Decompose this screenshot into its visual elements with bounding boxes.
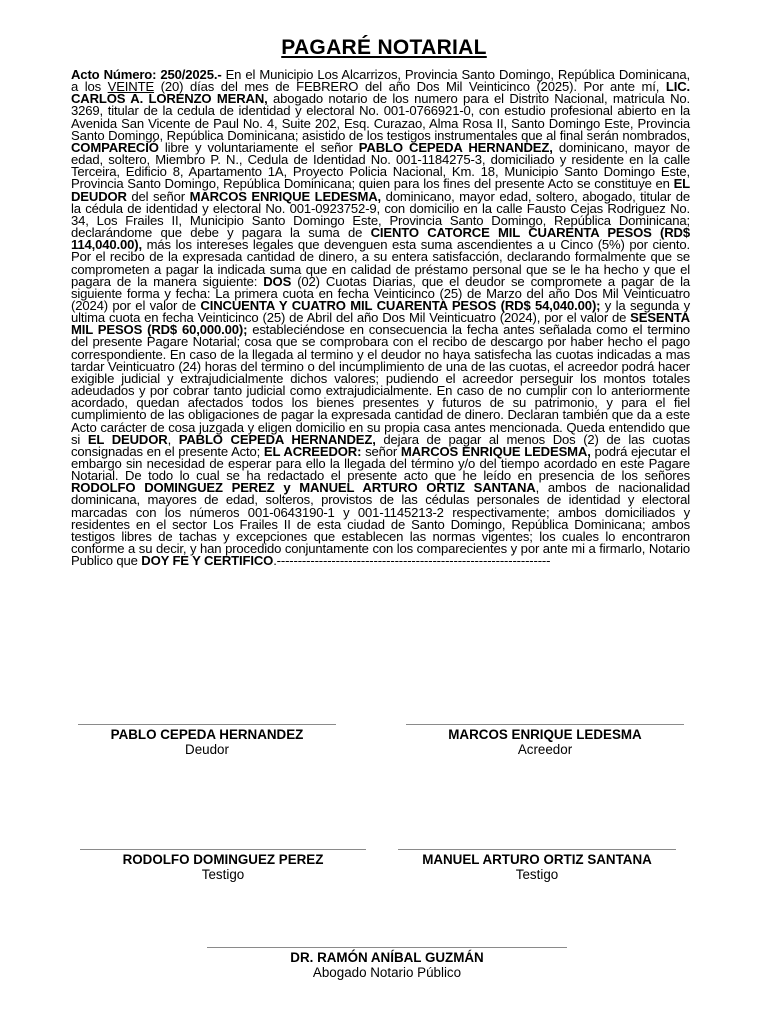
body-text: estableciéndose en consecuencia la fecha antes señalada como el termino del presente Pagare Notarial; cosa que se comprobara con el recibo de descargo por haber hecho el pago correspondiente. En caso de la llegada al termino y el deudor no haya satisfecha las cuotas indicadas a mas tardar Veinticuatro (24) horas del termino o del incumplimiento de una de las cuotas, el acreedor podrá hacer exigible judicial y extrajudicialmente dichos valores; pudiendo el acreedor perseguir los montos totales adeudados y por cobrar tanto judicial como extrajudicialmente. En caso de no cumplir con lo anteriormente acordado, quedan afectados todos los bienes presentes y futuros de su patrimonio, y para el fiel cumplimiento de las obligaciones de pagar la expresada cantidad de dinero. Declaran también que da a este Acto carácter de cosa juzgada y eligen domicilio en su propia casa antes mencionada. Queda entendido que si bbox=[71, 322, 690, 447]
signer-name: MARCOS ENRIQUE LEDESMA bbox=[448, 727, 642, 742]
signer-name: PABLO CEPEDA HERNANDEZ bbox=[110, 727, 304, 742]
bold-term: EL DEUDOR bbox=[87, 431, 168, 447]
signer-role: Testigo bbox=[515, 867, 559, 882]
body-text: y la segunda y ultima cuota en fecha Veinticinco (25) de Abril del año Dos Mil Veinticuatro (2024), por el valor de bbox=[71, 297, 690, 326]
body-text: , ambos de nacionalidad dominicana, mayores de edad, solteros, provistos de las cédulas personales de identidad y electoral marcadas con los números 001-0643190-1 y 001-1145213-2 respectivamente; ambos domiciliados y residentes en el sector Los Frailes II de esta ciudad de Santo Domingo, República Dominicana; ambos testigos libres de tachas y excepciones que establecen las normas vigentes; los cuales lo encontraron conforme a su decir, y han procedido conjuntamente con los comparecientes y por ante mi a firmarlo, Notario Publico que bbox=[71, 480, 690, 569]
signature-line bbox=[406, 724, 684, 725]
signer-name: DR. RAMÓN ANÍBAL GUZMÁN bbox=[290, 950, 484, 965]
signer-name: RODOLFO DOMINGUEZ PEREZ bbox=[122, 852, 324, 867]
bold-term: DOY FE Y CERTIFICO bbox=[141, 553, 274, 569]
creditor-name: MARCOS ENRIQUE LEDESMA, bbox=[400, 443, 591, 459]
signer-role: Abogado Notario Público bbox=[312, 965, 462, 980]
body-text: , bbox=[167, 431, 179, 447]
total-amount: CIENTO CATORCE MIL CUARENTA PESOS (RD$ 114,040.00), bbox=[71, 225, 690, 253]
body-text: En el Municipio Los Alcarrizos, Provincia Santo Domingo, República Dominicana, a los bbox=[71, 67, 690, 95]
day-underlined: VEINTE bbox=[107, 79, 155, 95]
signature-block-notario bbox=[207, 947, 567, 980]
document-title: PAGARÉ NOTARIAL bbox=[281, 36, 487, 59]
body-text: abogado notario de los numero para el Distrito Nacional, matricula No. 3269, titular de la cedula de identidad y electoral No. 001-0766921-0, con estudio profesional abierto en la Avenida San Vicente de Paul No. 4, Suite 202, Esq. Curazao, Alma Rosa II, Santo Domingo Este, Provincia Santo Domingo, República Dominicana; asistido de los testigos instrumentales que al final serán nombrados, bbox=[71, 91, 690, 143]
bold-term: EL ACREEDOR: bbox=[263, 443, 362, 459]
signature-line bbox=[80, 849, 366, 850]
body-text: más los intereses legales que devenguen esta suma ascendientes a u Cinco (5%) por ciento. Por el recibo de la expresada cantidad de dinero, a su entera satisfacción, declarando formalmente que se comprometen a pagar la indicada suma que en calidad de préstamo personal que se le ha hecho y que el pagara de la manera siguiente: bbox=[71, 237, 690, 289]
body-text: (20) días del mes de FEBRERO del año Dos Mil Veinticinco (2025). Por ante mí, bbox=[154, 79, 666, 95]
debtor-name: PABLO CEPEDA HERNANDEZ, bbox=[358, 139, 553, 155]
signer-role: Acreedor bbox=[517, 742, 573, 757]
body-text: libre y voluntariamente el señor bbox=[158, 139, 359, 155]
signature-block-deudor bbox=[78, 724, 336, 757]
signer-role: Deudor bbox=[185, 742, 229, 757]
signature-line bbox=[398, 849, 676, 850]
document-body bbox=[71, 69, 690, 567]
body-text: señor bbox=[361, 443, 401, 459]
body-text: dominicano, mayor de edad, soltero, Miembro P. N., Cedula de Identidad No. 001-1184275-3, domiciliado y residente en la calle Terceira, Edificio 8, Apartamento 1A, Proyecto Policia Nacional, Km. 18, Municipio Santo Domingo Este, Provincia Santo Domingo, República Dominicana; quien para los fines del presente Acto se constituye en bbox=[71, 139, 690, 192]
bold-term: COMPARECIÓ bbox=[71, 139, 159, 155]
body-text: (02) Cuotas Diarias, que el deudor se compromete a pagar de la siguiente forma y fecha: La primera cuota en fecha Veinticinco (25) de Marzo del año Dos Mil Veinticuatro (2024) por el valor de bbox=[71, 273, 690, 313]
second-installment-amount: SESENTA MIL PESOS (RD$ 60,000.00); bbox=[71, 310, 690, 338]
body-text: dejara de pagar al menos Dos (2) de las cuotas consignadas en el presente Acto; bbox=[71, 431, 691, 459]
debtor-name: PABLO CEPEDA HERNANDEZ, bbox=[178, 431, 376, 447]
signature-line bbox=[78, 724, 336, 725]
signature-line bbox=[207, 947, 567, 948]
witness-names: RODOLFO DOMINGUEZ PEREZ y MANUEL ARTURO ORTIZ SANTANA bbox=[71, 480, 536, 496]
act-number: Acto Número: 250/2025.- bbox=[71, 67, 222, 82]
bold-term: EL DEUDOR bbox=[71, 176, 690, 204]
bold-term: DOS bbox=[263, 273, 292, 289]
body-text: del señor bbox=[126, 188, 190, 204]
notary-name: LIC. CARLOS A. LORENZO MERAN, bbox=[71, 79, 690, 107]
creditor-name: MARCOS ENRIQUE LEDESMA, bbox=[189, 188, 382, 204]
signer-role: Testigo bbox=[201, 867, 245, 882]
signature-block-testigo-2 bbox=[398, 849, 676, 882]
body-text: podrá ejecutar el embargo sin necesidad de esperar para ello la llegada del término y/o del tiempo acordado en este Pagare Notarial. De todo lo cual se ha redactado el presente acto que he leído en presencia de los señores bbox=[71, 443, 690, 484]
first-installment-amount: CINCUENTA Y CUATRO MIL CUARENTA PESOS (RD$ 54,040.00); bbox=[200, 297, 601, 313]
signature-block-acreedor bbox=[406, 724, 684, 757]
body-text: .----------------------------------------------------------------- bbox=[273, 553, 551, 569]
signer-name: MANUEL ARTURO ORTIZ SANTANA bbox=[422, 852, 652, 867]
signature-block-testigo-1 bbox=[80, 849, 366, 882]
body-text: dominicano, mayor edad, soltero, abogado, titular de la cédula de identidad y electoral No. 001-0923752-9, con domicilio en la calle Fausto Cejas Rodriguez No. 34, Los Frailes II, Municipio Santo Domingo Este, Provincia Santo Domingo, República Dominicana; declarándome que debe y pagara la suma de bbox=[71, 188, 690, 241]
